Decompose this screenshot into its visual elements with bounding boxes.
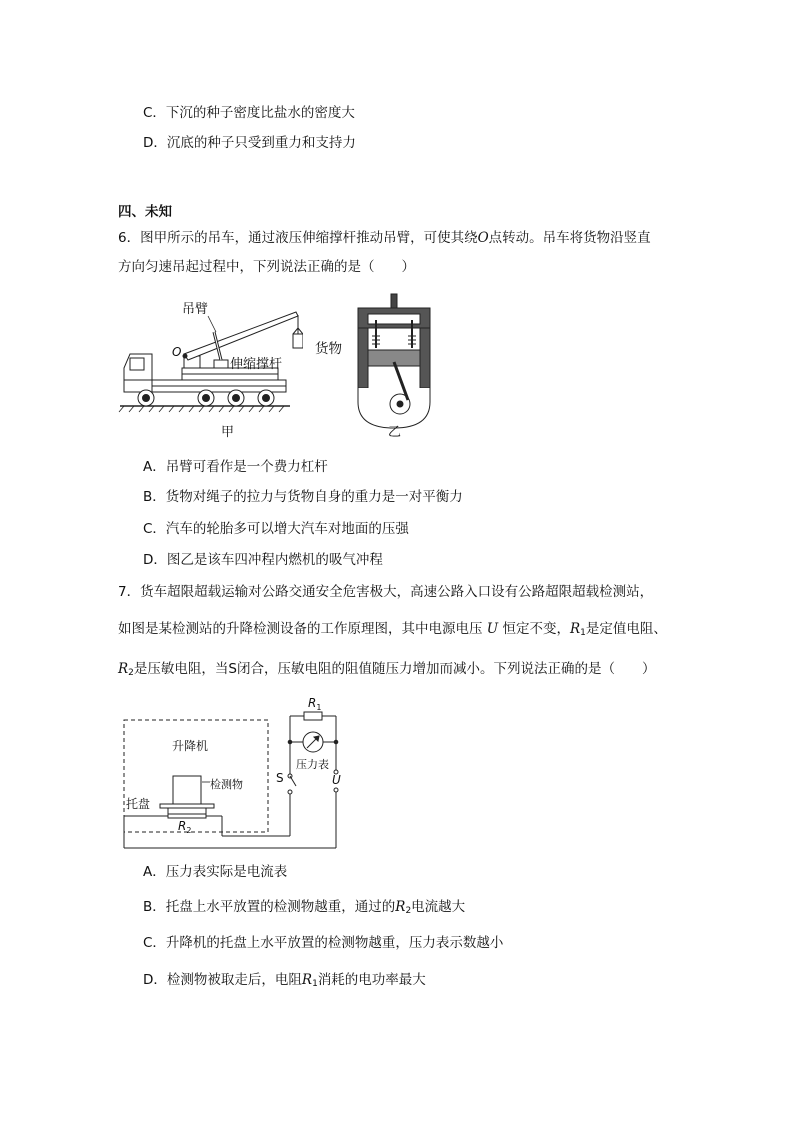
q6-option-d: D．图乙是该车四冲程内燃机的吸气冲程 xyxy=(143,552,383,568)
label-meter: 压力表 xyxy=(296,758,329,771)
label-o: O xyxy=(172,345,182,359)
q6-stem-line1: 6．图甲所示的吊车，通过液压伸缩撑杆推动吊臂，可使其绕O点转动。吊车将货物沿竖直 xyxy=(118,230,651,246)
ground-hatch xyxy=(119,406,284,412)
label-arm: 吊臂 xyxy=(182,302,209,317)
label-cargo: 货物 xyxy=(315,341,342,357)
q5-option-c: C．下沉的种子密度比盐水的密度大 xyxy=(143,105,355,121)
label-tray: 托盘 xyxy=(126,797,151,811)
label-r2: $R_2$ xyxy=(178,819,192,835)
q6-stem-line2: 方向匀速吊起过程中，下列说法正确的是（ ） xyxy=(118,259,415,275)
q7-stem-line1: 7．货车超限超载运输对公路交通安全危害极大，高速公路入口设有公路超限超载检测站， xyxy=(118,584,654,600)
circuit-figure xyxy=(118,690,358,850)
label-r1: $R_1$ xyxy=(308,696,322,712)
caption-jia: 甲 xyxy=(221,425,235,438)
q7-option-b: B．托盘上水平放置的检测物越重，通过的$R_2$电流越大 xyxy=(143,899,466,916)
q7-stem-line2: 如图是某检测站的升降检测设备的工作原理图，其中电源电压 U 恒定不变，$R_1$是定值电阻、 xyxy=(118,621,667,638)
section-heading: 四、未知 xyxy=(118,204,172,220)
q7-option-a: A．压力表实际是电流表 xyxy=(143,864,288,880)
label-lift: 升降机 xyxy=(172,739,209,753)
q6-option-c: C．汽车的轮胎多可以增大汽车对地面的压强 xyxy=(143,521,409,537)
caption-yi: 乙 xyxy=(388,425,402,440)
label-strut: 伸缩撑杆 xyxy=(230,357,283,372)
q6-option-b: B．货物对绳子的拉力与货物自身的重力是一对平衡力 xyxy=(143,489,463,505)
label-voltage: U xyxy=(332,773,341,787)
engine-figure xyxy=(350,290,440,440)
q7-option-d: D．检测物被取走后，电阻$R_1$消耗的电功率最大 xyxy=(143,972,426,989)
crane-truck-figure xyxy=(118,288,303,438)
label-switch: S xyxy=(276,771,284,785)
label-object: 检测物 xyxy=(210,778,243,791)
q7-option-c: C．升降机的托盘上水平放置的检测物越重，压力表示数越小 xyxy=(143,935,504,951)
q7-stem-line3: $R_2$是压敏电阻，当S闭合，压敏电阻的阻值随压力增加而减小。下列说法正确的是（ ） xyxy=(118,661,656,678)
q5-option-d: D．沉底的种子只受到重力和支持力 xyxy=(143,135,356,151)
q6-option-a: A．吊臂可看作是一个费力杠杆 xyxy=(143,459,328,475)
